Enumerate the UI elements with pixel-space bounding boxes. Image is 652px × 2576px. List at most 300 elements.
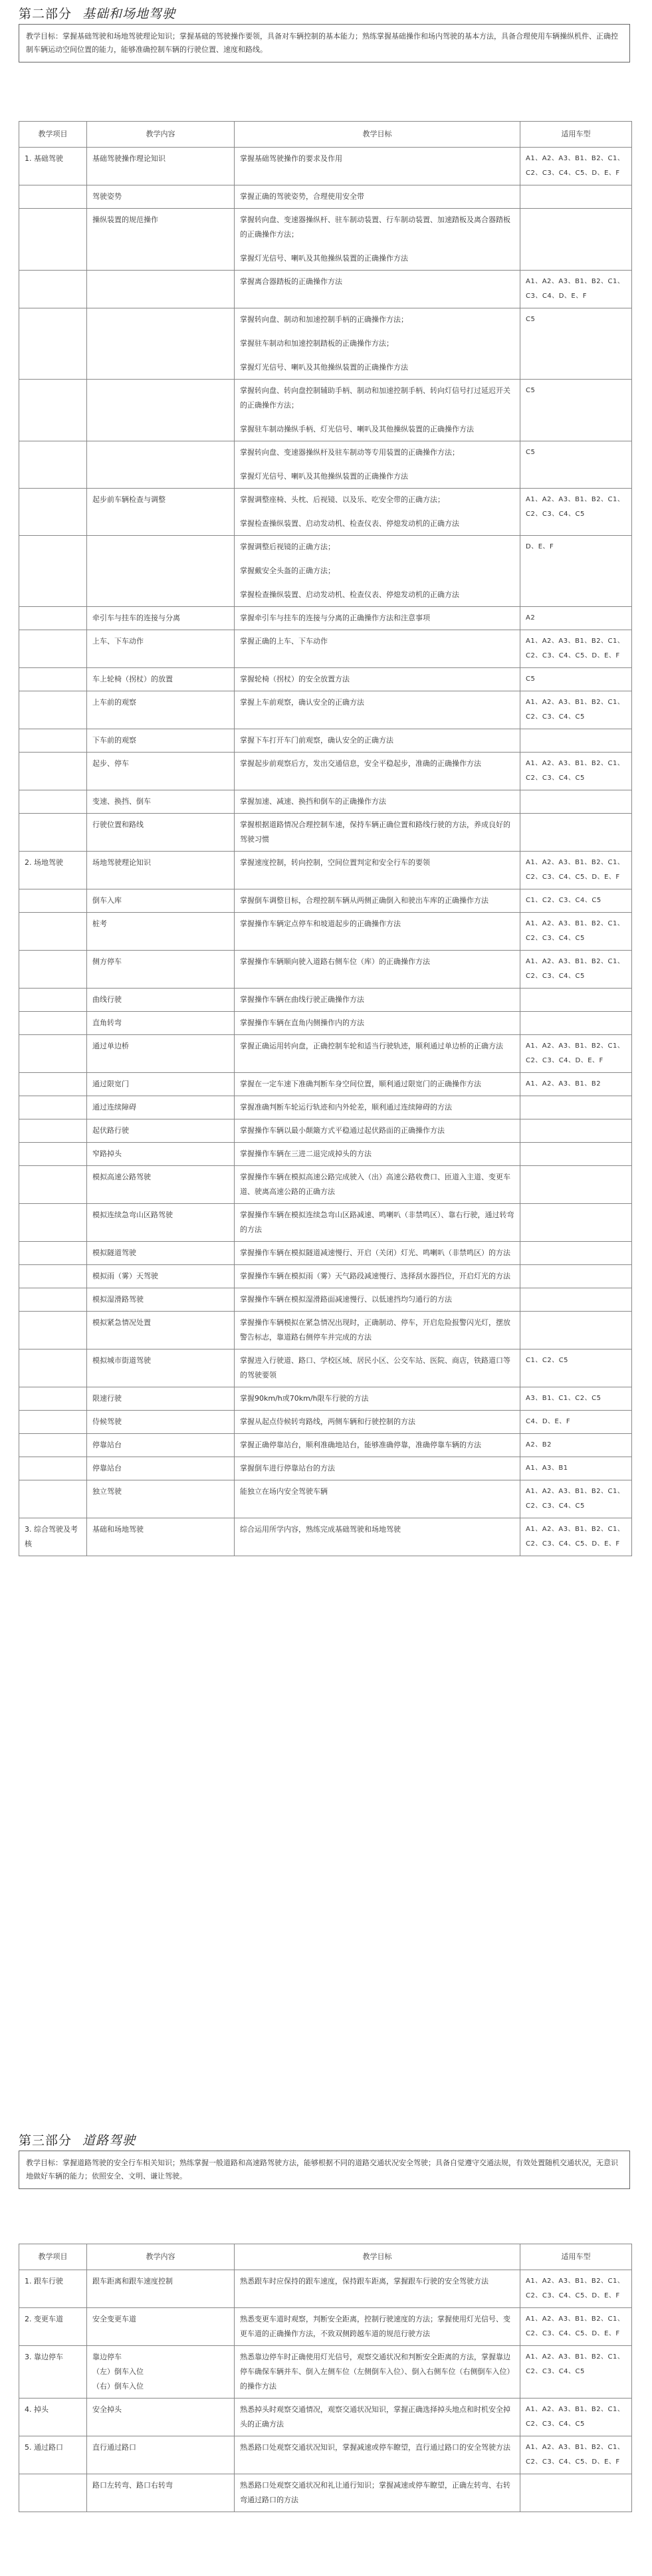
cell-project [19,1411,87,1434]
table-row [19,1012,632,1035]
cell-project [19,790,87,814]
cell-model: A1、A2、A3、B1、B2 [520,1073,632,1096]
cell-content: 操纵装置的规范操作 [87,209,235,271]
cell-project [19,951,87,989]
cell-model: C5 [520,668,632,691]
goal-line: 掌握转向盘、转向盘控制辅助手柄、制动和加速控制手柄、转向灯信号打过延迟开关的正确操作方法； [240,386,510,410]
cell-model: C5 [520,380,632,441]
cell-model: A1、A2、A3、B1、B2、C1、C2、C3、C4、C5 [520,489,632,536]
cell-project [19,729,87,753]
goal-line: 掌握在一定车速下准确判断车身空间位置，顺利通过限宽门的正确操作方法 [240,1080,481,1088]
table-row [19,1480,632,1518]
cell-model: A1、A2、A3、B1、B2、C1、C2、C3、C4、C5 [520,1480,632,1518]
table-row [19,380,632,441]
cell-model: A1、A2、A3、B1、B2、C1、C2、C3、C4、C5 [520,691,632,729]
goal-line: 掌握灯光信号、喇叭及其他操纵装置的正确操作方法 [240,254,408,263]
cell-goal [235,1035,520,1073]
goal-line: 掌握操作车辆在模拟雨（雾）天气路段减速慢行、选择刮水器挡位，开启灯光的方法 [240,1272,510,1280]
table-row [19,668,632,691]
cell-model: C5 [520,308,632,380]
table-row [19,308,632,380]
cell-model [520,1312,632,1349]
goal-line: 掌握调整后视镜的正确方法； [240,542,335,551]
cell-project [19,1312,87,1349]
table-row [19,852,632,889]
cell-project: 4. 掉头 [19,2399,87,2436]
cell-content [87,441,235,489]
cell-goal [235,2270,520,2308]
cell-project [19,441,87,489]
goal-line: 掌握操作车辆在三进二退完成掉头的方法 [240,1149,372,1158]
cell-model: A1、A2、A3、B1、B2、C1、C2、C3、C4、C5 [520,2399,632,2436]
goal-line: 掌握正确的驾驶姿势，合理使用安全带 [240,192,364,201]
header-project: 教学项目 [19,122,87,148]
table-header-row [19,122,632,148]
cell-content: 通过连续障碍 [87,1096,235,1119]
table-row [19,2308,632,2346]
header-content: 教学内容 [87,2244,235,2270]
cell-project: 3. 综合驾驶及考核 [19,1518,87,1556]
cell-goal [235,889,520,913]
part2-goal-text: 教学目标：掌握基础驾驶和场地驾驶理论知识；掌握基础的驾驶操作要领，具备对车辆控制的基本能力；熟练掌握基础操作和场内驾驶的基本方法，具备合理使用车辆操纵机件、正确控制车辆运动空间位置的能力，能够准确控制车辆的行驶位置、速度和路线。 [26,32,618,54]
cell-model: A1、A2、A3、B1、B2、C1、C2、C3、C4、C5 [520,913,632,951]
goal-line: 掌握进入行驶道、路口、学校区域、居民小区、公交车站、医院、商店，铁路道口等的驾驶要领 [240,1356,510,1379]
cell-content: 起步、停车 [87,753,235,790]
table-row [19,1204,632,1242]
cell-model [520,209,632,271]
cell-content: 模拟雨（雾）天驾驶 [87,1265,235,1288]
goal-line: 掌握转向盘、制动和加速控制手柄的正确操作方法； [240,315,408,324]
part3-goal-text: 教学目标：掌握道路驾驶的安全行车相关知识；熟练掌握一般道路和高速路驾驶方法，能够根据不同的道路交通状况安全驾驶；具备自觉遵守交通法规，有效处置随机交通状况，无意识地做好车辆的能力；依照安全、文明、谦让驾驶。 [26,2159,618,2180]
cell-goal [235,1012,520,1035]
goal-line: 掌握起步前观察后方，发出交通信息，安全平稳起步，准确的正确操作方法 [240,759,481,768]
cell-goal [235,1096,520,1119]
goal-line: 掌握正确的上车、下车动作 [240,637,328,645]
goal-line: 掌握上车前观察，确认安全的正确方法 [240,698,364,707]
part3-subtitle: 道路驾驶 [82,2133,136,2148]
table-row [19,1166,632,1204]
table-row [19,790,632,814]
goal-line: 掌握操作车辆在模拟湿滑路面减速慢行、以低速挡均匀通行的方法 [240,1295,452,1304]
table-row [19,1119,632,1143]
cell-project [19,1242,87,1265]
cell-goal [235,441,520,489]
goal-line: 综合运用所学内容，熟练完成基础驾驶和场地驾驶 [240,1525,401,1534]
goal-line: 掌握检查操纵装置、启动发动机、检查仪表、停熄发动机的正确方法 [240,590,459,599]
table-row [19,1518,632,1556]
table-row [19,729,632,753]
cell-goal [235,729,520,753]
part3-heading [19,2131,136,2149]
header-goal: 教学目标 [235,2244,520,2270]
cell-content: 桩考 [87,913,235,951]
part3-title: 第三部分 [19,2133,72,2148]
cell-content [87,271,235,308]
cell-project [19,814,87,852]
goal-line: 掌握加速、减速、换挡和倒车的正确操作方法 [240,797,386,806]
cell-content: 变速、换挡、倒车 [87,790,235,814]
cell-model [520,1242,632,1265]
goal-line: 掌握操作车辆顺向驶入道路右侧车位（库）的正确操作方法 [240,957,430,966]
cell-project [19,607,87,630]
cell-model: A1、A2、A3、B1、B2、C1、C2、C3、C4、C5、D、E、F [520,2436,632,2474]
cell-model [520,2474,632,2512]
table-row [19,1073,632,1096]
goal-line: 掌握操作车辆在模拟连续急弯山区路减速、鸣喇叭（非禁鸣区）、靠右行驶，通过转弯的方法 [240,1211,514,1234]
cell-model: A1、A2、A3、B1、B2、C1、C2、C3、C4、C5、D、E、F [520,852,632,889]
cell-goal [235,148,520,185]
table-row [19,1096,632,1119]
cell-project [19,380,87,441]
cell-content: 倒车入库 [87,889,235,913]
cell-model [520,729,632,753]
cell-project [19,1166,87,1204]
cell-model: A1、A3、B1 [520,1457,632,1480]
cell-model: A1、A2、A3、B1、B2、C1、C2、C3、C4、C5 [520,753,632,790]
goal-line: 熟悉跟车时应保持的跟车速度，保持跟车距离，掌握跟车行驶的安全驾驶方法 [240,2277,489,2285]
goal-line: 掌握操作车辆在直角内侧操作内的方法 [240,1018,364,1027]
cell-content: 通过单边桥 [87,1035,235,1073]
cell-project [19,1143,87,1166]
table-row [19,753,632,790]
cell-content: 上车、下车动作 [87,630,235,668]
cell-model: A1、A2、A3、B1、B2、C1、C2、C3、C4、C5、D、E、F [520,630,632,668]
table-row [19,2436,632,2474]
cell-goal [235,1204,520,1242]
cell-model: A1、A2、A3、B1、B2、C1、C2、C3、C4、C5、D、E、F [520,1518,632,1556]
goal-line: 掌握基础驾驶操作的要求及作用 [240,154,342,163]
goal-line: 掌握准确判断车轮运行轨迹和内外轮差，顺利通过连续障碍的方法 [240,1103,452,1112]
cell-model: A2、B2 [520,1434,632,1457]
goal-line: 掌握驻车制动操纵手柄、灯光信号、喇叭及其他操纵装置的正确操作方法 [240,425,474,433]
cell-model: A3、B1、C1、C2、C5 [520,1387,632,1411]
cell-goal [235,380,520,441]
table-row [19,889,632,913]
table-row [19,1035,632,1073]
header-content: 教学内容 [87,122,235,148]
cell-goal [235,1387,520,1411]
goal-line: 掌握操作车辆模拟在紧急情况出现时，正确制动、停车，开启危险报警闪光灯，摆放警告标志，靠道路右侧停车并完成的方法 [240,1318,510,1342]
cell-content: 路口左转弯、路口右转弯 [87,2474,235,2512]
cell-model [520,1288,632,1312]
goal-line: 掌握灯光信号、喇叭及其他操纵装置的正确操作方法 [240,472,408,481]
cell-goal [235,814,520,852]
cell-model: D、E、F [520,536,632,607]
table-row [19,1143,632,1166]
goal-line: 掌握灯光信号、喇叭及其他操纵装置的正确操作方法 [240,363,408,372]
cell-goal [235,1242,520,1265]
cell-model [520,1096,632,1119]
goal-line: 掌握正确停靠站台，顺利准确地站台，能够准确停靠，准确停靠车辆的方法 [240,1441,481,1449]
cell-project: 2. 场地驾驶 [19,852,87,889]
cell-project [19,2474,87,2512]
cell-model: A1、A2、A3、B1、B2、C1、C2、C3、C4、D、E、F [520,1035,632,1073]
cell-goal [235,1480,520,1518]
header-goal: 教学目标 [235,122,520,148]
cell-content: 场地驾驶理论知识 [87,852,235,889]
cell-goal [235,668,520,691]
goal-line: 掌握操作车辆在模拟隧道减速慢行、开启（关闭）灯光、鸣喇叭（非禁鸣区）的方法 [240,1248,510,1257]
cell-content: 停靠站台 [87,1457,235,1480]
table-row [19,1312,632,1349]
cell-project [19,209,87,271]
goal-line: 掌握操作车辆在模拟高速公路完成驶入（出）高速公路收费口、匝道入主道、变更车道、驶离高速公路的正确方法 [240,1173,510,1196]
part2-subtitle: 基础和场地驾驶 [82,7,176,21]
cell-content: 驾驶姿势 [87,185,235,209]
cell-project [19,1434,87,1457]
cell-project [19,185,87,209]
cell-goal [235,209,520,271]
cell-model: A1、A2、A3、B1、B2、C1、C2、C3、C4、C5、D、E、F [520,148,632,185]
cell-content: 安全掉头 [87,2399,235,2436]
part2-heading [19,4,175,22]
cell-project [19,1288,87,1312]
cell-project [19,489,87,536]
part2-course-table [19,121,632,1556]
cell-goal [235,489,520,536]
cell-goal [235,691,520,729]
cell-goal [235,2436,520,2474]
part2-goal-box [19,24,630,62]
cell-model: C5 [520,441,632,489]
goal-line: 掌握操作车辆定点停车和坡道起步的正确操作方法 [240,919,401,928]
cell-model [520,1265,632,1288]
table-row [19,691,632,729]
goal-line: 掌握操作车辆在曲线行驶正确操作方法 [240,995,364,1004]
cell-goal [235,2474,520,2512]
goal-line: 熟悉路口处观察交通状况知识，掌握减速或停车瞭望，直行通过路口的安全驾驶方法 [240,2443,510,2452]
cell-content [87,308,235,380]
goal-line: 掌握操作车辆以最小颠簸方式平稳通过起伏路面的正确操作方法 [240,1126,445,1135]
goal-line: 熟悉掉头时观察交通情况，观察交通状况知识，掌握正确选择掉头地点和时机安全掉头的正确方法 [240,2405,510,2428]
table-row [19,489,632,536]
table-row [19,185,632,209]
goal-line: 掌握根据道路情况合理控制车速，保持车辆正确位置和路线行驶的方法，养成良好的驾驶习惯 [240,820,510,844]
table-row [19,607,632,630]
table-row [19,1387,632,1411]
cell-goal [235,1518,520,1556]
goal-line: 掌握从起点侍候转弯路线，两侧车辆和行驶控制的方法 [240,1417,415,1426]
cell-model [520,1166,632,1204]
goal-line: 掌握转向盘、变速器操纵杆及驻车制动等专用装置的正确操作方法； [240,448,459,457]
cell-project: 1. 跟车行驶 [19,2270,87,2308]
table-row [19,1265,632,1288]
cell-model [520,790,632,814]
cell-content: 模拟高速公路驾驶 [87,1166,235,1204]
goal-line: 能独立在场内安全驾驶车辆 [240,1487,328,1496]
cell-project [19,536,87,607]
goal-line: 掌握90km/h或70km/h限车行驶的方法 [240,1394,369,1403]
cell-goal [235,753,520,790]
cell-goal [235,1166,520,1204]
part3-course-table [19,2244,632,2512]
cell-project [19,1073,87,1096]
cell-model: A1、A2、A3、B1、B2、C1、C2、C3、C4、C5 [520,2346,632,2399]
cell-project [19,1480,87,1518]
cell-content: 跟车距离和跟车速度控制 [87,2270,235,2308]
cell-content: 模拟连续急弯山区路驾驶 [87,1204,235,1242]
cell-goal [235,1411,520,1434]
cell-model: A1、A2、A3、B1、B2、C1、C2、C3、C4、C5 [520,951,632,989]
cell-project [19,1119,87,1143]
cell-goal [235,989,520,1012]
cell-content [87,536,235,607]
header-model: 适用车型 [520,2244,632,2270]
cell-content: 侧方停车 [87,951,235,989]
content-line: （右）倒车入位 [92,2382,144,2391]
cell-goal [235,536,520,607]
cell-model: C1、C2、C3、C4、C5 [520,889,632,913]
cell-project [19,1457,87,1480]
content-line: （左）倒车入位 [92,2367,144,2376]
goal-line: 掌握检查操纵装置、启动发动机、检查仪表、停熄发动机的正确方法 [240,519,459,528]
cell-content: 模拟湿滑路驾驶 [87,1288,235,1312]
cell-project [19,1265,87,1288]
cell-content: 模拟隧道驾驶 [87,1242,235,1265]
cell-goal [235,185,520,209]
table-row [19,1288,632,1312]
cell-content: 上车前的观察 [87,691,235,729]
cell-goal [235,951,520,989]
cell-goal [235,308,520,380]
goal-line: 掌握牵引车与挂车的连接与分离的正确操作方法和注意事项 [240,614,430,622]
cell-project: 1. 基础驾驶 [19,148,87,185]
goal-line: 掌握离合器踏板的正确操作方法 [240,277,342,286]
cell-goal [235,1265,520,1288]
table-row [19,271,632,308]
cell-content: 窄路掉头 [87,1143,235,1166]
cell-content: 通过限宽门 [87,1073,235,1096]
cell-goal [235,2308,520,2346]
cell-project [19,1035,87,1073]
cell-goal [235,790,520,814]
goal-line: 掌握转向盘、变速器操纵杆、驻车制动装置、行车制动装置、加速踏板及离合器踏板的正确操作方法； [240,215,510,239]
table-row [19,989,632,1012]
cell-content: 安全变更车道 [87,2308,235,2346]
table-row [19,441,632,489]
cell-goal [235,607,520,630]
table-row [19,630,632,668]
table-row [19,1434,632,1457]
goal-line: 掌握正确运用转向盘，正确控制车轮和适当行驶轨迹，顺利通过单边桥的正确方法 [240,1042,503,1050]
goal-line: 掌握戴安全头盔的正确方法； [240,566,335,575]
table-header-row [19,2244,632,2270]
cell-project [19,630,87,668]
cell-content: 曲线行驶 [87,989,235,1012]
table-row [19,814,632,852]
cell-model [520,1204,632,1242]
cell-model [520,1143,632,1166]
cell-model: C4、D、E、F [520,1411,632,1434]
cell-content: 下车前的观察 [87,729,235,753]
cell-model [520,1012,632,1035]
cell-project [19,1096,87,1119]
table-row [19,2474,632,2512]
table-row [19,536,632,607]
cell-content: 停靠站台 [87,1434,235,1457]
cell-goal [235,1119,520,1143]
cell-project [19,271,87,308]
cell-content: 基础和场地驾驶 [87,1518,235,1556]
cell-goal [235,1312,520,1349]
cell-project [19,1012,87,1035]
goal-line: 掌握倒车进行停靠站台的方法 [240,1464,335,1472]
cell-model: C1、C2、C5 [520,1349,632,1387]
goal-line: 熟悉变更车道时观察，判断安全距离，控制行驶速度的方法；掌握使用灯光信号、变更车道的正确操作方法，不致双侧跨越车道的规范行驶方法 [240,2315,510,2338]
cell-project [19,753,87,790]
table-row [19,1349,632,1387]
header-model: 适用车型 [520,122,632,148]
cell-content: 起步前车辆检查与调整 [87,489,235,536]
cell-content: 模拟紧急情况处置 [87,1312,235,1349]
cell-content: 车上轮椅（拐杖）的放置 [87,668,235,691]
cell-project [19,1204,87,1242]
cell-model: A1、A2、A3、B1、B2、C1、C2、C3、C4、C5、D、E、F [520,2270,632,2308]
cell-content: 侍候驾驶 [87,1411,235,1434]
cell-goal [235,271,520,308]
part3-goal-box [19,2151,630,2189]
cell-content: 直行通过路口 [87,2436,235,2474]
table-row [19,1242,632,1265]
cell-model [520,1119,632,1143]
goal-line: 掌握下车打开车门前观察，确认安全的正确方法 [240,736,393,745]
cell-content: 牵引车与挂车的连接与分离 [87,607,235,630]
cell-project: 5. 通过路口 [19,2436,87,2474]
cell-goal [235,630,520,668]
cell-model [520,814,632,852]
cell-content: 独立驾驶 [87,1480,235,1518]
goal-line: 掌握调整座椅、头枕、后视镜、以及乐、吃安全带的正确方法； [240,495,445,504]
table-row [19,951,632,989]
goal-line: 掌握速度控制，转向控制，空间位置判定和安全行车的要领 [240,858,430,867]
header-project: 教学项目 [19,2244,87,2270]
goal-line: 掌握倒车调整目标，合理控制车辆从两侧正确倒入和驶出车库的正确操作方法 [240,896,489,905]
table-row [19,2399,632,2436]
cell-project: 2. 变更车道 [19,2308,87,2346]
cell-model: A1、A2、A3、B1、B2、C1、C3、C4、D、E、F [520,271,632,308]
part3-table-body [19,2270,632,2512]
cell-content: 起伏路行驶 [87,1119,235,1143]
part2-title: 第二部分 [19,7,72,21]
cell-goal [235,1434,520,1457]
cell-model [520,185,632,209]
cell-project: 3. 靠边停车 [19,2346,87,2399]
cell-project [19,989,87,1012]
cell-project [19,889,87,913]
cell-model: A2 [520,607,632,630]
cell-content: 行驶位置和路线 [87,814,235,852]
cell-content: 模拟城市街道驾驶 [87,1349,235,1387]
table-row [19,209,632,271]
cell-project [19,308,87,380]
cell-content [87,2346,235,2399]
cell-project [19,691,87,729]
goal-line: 熟悉路口处观察交通状况和礼让通行知识；掌握减速或停车瞭望，正确左转弯、右转弯通过路口的方法 [240,2481,510,2504]
cell-project [19,1387,87,1411]
table-row [19,1411,632,1434]
cell-content: 直角转弯 [87,1012,235,1035]
cell-goal [235,1349,520,1387]
cell-content: 基础驾驶操作理论知识 [87,148,235,185]
part2-table-body [19,148,632,1556]
goal-line: 掌握轮椅（拐杖）的安全放置方法 [240,675,350,683]
cell-goal [235,1073,520,1096]
cell-content [87,380,235,441]
goal-line: 掌握驻车制动和加速控制踏板的正确操作方法； [240,339,393,348]
content-line: 靠边停车 [92,2353,122,2361]
cell-goal [235,913,520,951]
cell-model [520,989,632,1012]
